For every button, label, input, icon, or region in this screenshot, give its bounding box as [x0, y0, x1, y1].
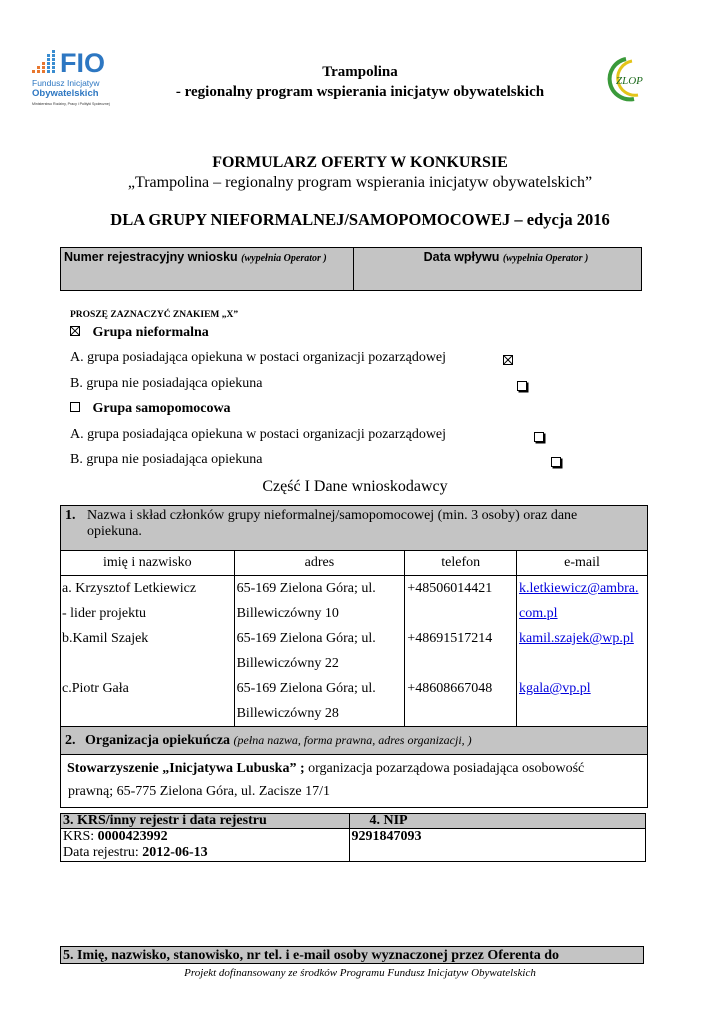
section5-header: 5. Imię, nazwisko, stanowisko, nr tel. i e-mail osoby wyznaczonej przez Oferenta do [60, 946, 644, 964]
checkbox-self-b[interactable] [551, 457, 561, 467]
nip-value: 9291847093 [349, 829, 646, 862]
section2-number: 2. [65, 733, 76, 748]
member-name: b.Kamil Szajek [62, 631, 149, 646]
svg-text:ZLOP: ZLOP [616, 75, 643, 87]
col-email: e-mail [517, 551, 648, 576]
mark-instruction: PROSZĘ ZAZNACZYĆ ZNAKIEM „X” [70, 310, 239, 320]
fio-logo [28, 44, 128, 110]
emails-cell [517, 576, 648, 727]
checkbox-self-a[interactable] [534, 432, 544, 442]
applicant-table [60, 505, 648, 808]
group-informal-label: Grupa nieformalna [92, 325, 209, 340]
col-name: imię i nazwisko [61, 551, 235, 576]
krs-cell: KRS: 0000423992 Data rejestru: 2012-06-13 [61, 829, 350, 862]
registry-body-row [61, 829, 646, 862]
operator-box [60, 247, 642, 291]
section1-text: Nazwa i skład członków grupy nieformalnej/samopomocowej (min. 3 osoby) oraz dane opiekuna. [87, 508, 578, 539]
self-a-label: A. grupa posiadająca opiekuna w postaci organizacji pozarządowej [70, 427, 447, 442]
receipt-date-field[interactable] [354, 248, 641, 290]
informal-b-label: B. grupa nie posiadająca opiekuna [70, 376, 263, 391]
registry-header-row [61, 814, 646, 829]
member-address: 65-169 Zielona Góra; ul. [236, 631, 376, 646]
svg-text:Ministerstwo Rodziny, Pracy i: Ministerstwo Rodziny, Pracy i Polityki Społecznej [32, 102, 110, 106]
form-subtitle: „Trampolina – regionalny program wspierania inicjatyw obywatelskich” [127, 174, 593, 191]
section1-header [61, 506, 648, 551]
checkbox-group-self[interactable] [70, 402, 80, 412]
col-phone: telefon [405, 551, 517, 576]
member-name: a. Krzysztof Letkiewicz [62, 581, 197, 596]
checkbox-group-informal[interactable] [70, 326, 80, 336]
section2-body [61, 755, 648, 808]
krs-value: 0000423992 [97, 829, 168, 844]
member-phone: +48691517214 [407, 631, 493, 646]
group-self-label: Grupa samopomocowa [92, 401, 231, 416]
part1-title: Część I Dane wnioskodawcy [262, 478, 448, 495]
member-email-link[interactable]: kamil.szajek@wp.pl [519, 631, 634, 646]
receipt-date-note: (wypełnia Operator ) [502, 253, 589, 264]
receipt-date-label: Data wpływu [423, 250, 500, 264]
program-title: Trampolina [322, 64, 398, 80]
checkbox-informal-b[interactable] [517, 381, 527, 391]
registration-number-note: (wypełnia Operator ) [241, 253, 327, 264]
option-group-informal [70, 325, 209, 341]
organization-desc: organizacja pozarządowa posiadająca osobowość [304, 761, 585, 776]
zlop-logo [604, 55, 662, 105]
organization-name: Stowarzyszenie „Inicjatywa Lubuska” ; [67, 761, 305, 776]
member-phone: +48506014421 [407, 581, 493, 596]
program-subtitle: - regionalny program wspierania inicjatyw obywatelskich [175, 84, 545, 100]
member-address: Billewiczówny 28 [236, 706, 339, 721]
member-email-link[interactable]: kgala@vp.pl [519, 681, 591, 696]
member-address: Billewiczówny 10 [236, 606, 339, 621]
footer-note: Projekt dofinansowany ze środków Programu Fundusz Inicjatyw Obywatelskich [184, 967, 536, 979]
member-role: - lider projektu [62, 606, 146, 621]
organization-address: prawną; 65-775 Zielona Góra, ul. Zacisze 17/1 [68, 784, 331, 799]
member-address: 65-169 Zielona Góra; ul. [236, 681, 376, 696]
addresses-cell [234, 576, 405, 727]
option-group-self [70, 401, 231, 417]
group-title: DLA GRUPY NIEFORMALNEJ/SAMOPOMOCOWEJ – edycja 2016 [110, 210, 610, 229]
section2-note: (pełna nazwa, forma prawna, adres organizacji, ) [233, 733, 472, 747]
registration-number-label: Numer rejestracyjny wniosku [64, 250, 238, 264]
section2-label: Organizacja opiekuńcza [85, 733, 231, 748]
svg-text:Obywatelskich: Obywatelskich [32, 88, 99, 99]
krs-header: 3. KRS/inny rejestr i data rejestru [61, 814, 350, 829]
registry-table [60, 813, 646, 862]
col-address: adres [234, 551, 405, 576]
svg-text:FIO: FIO [60, 48, 105, 78]
section1-number: 1. [65, 508, 76, 523]
member-name: c.Piotr Gała [62, 681, 129, 696]
registration-date-value: 2012-06-13 [142, 845, 208, 860]
self-b-label: B. grupa nie posiadająca opiekuna [70, 452, 263, 467]
registration-number-field[interactable] [61, 248, 354, 290]
member-email-link[interactable]: com.pl [519, 606, 558, 621]
member-phone: +48608667048 [407, 681, 493, 696]
member-address: Billewiczówny 22 [236, 656, 339, 671]
member-email-link[interactable]: k.letkiewicz@ambra. [519, 581, 639, 596]
checkbox-informal-a[interactable] [503, 355, 513, 365]
section2-header [61, 727, 648, 755]
members-header-row [61, 551, 648, 576]
members-body-row [61, 576, 648, 727]
member-address: 65-169 Zielona Góra; ul. [236, 581, 376, 596]
svg-text:Fundusz Inicjatyw: Fundusz Inicjatyw [32, 78, 100, 88]
nip-header: 4. NIP [349, 814, 646, 829]
form-title: FORMULARZ OFERTY W KONKURSIE [212, 154, 508, 171]
names-cell [61, 576, 235, 727]
phones-cell [405, 576, 517, 727]
informal-a-label: A. grupa posiadająca opiekuna w postaci organizacji pozarządowej [70, 350, 447, 365]
